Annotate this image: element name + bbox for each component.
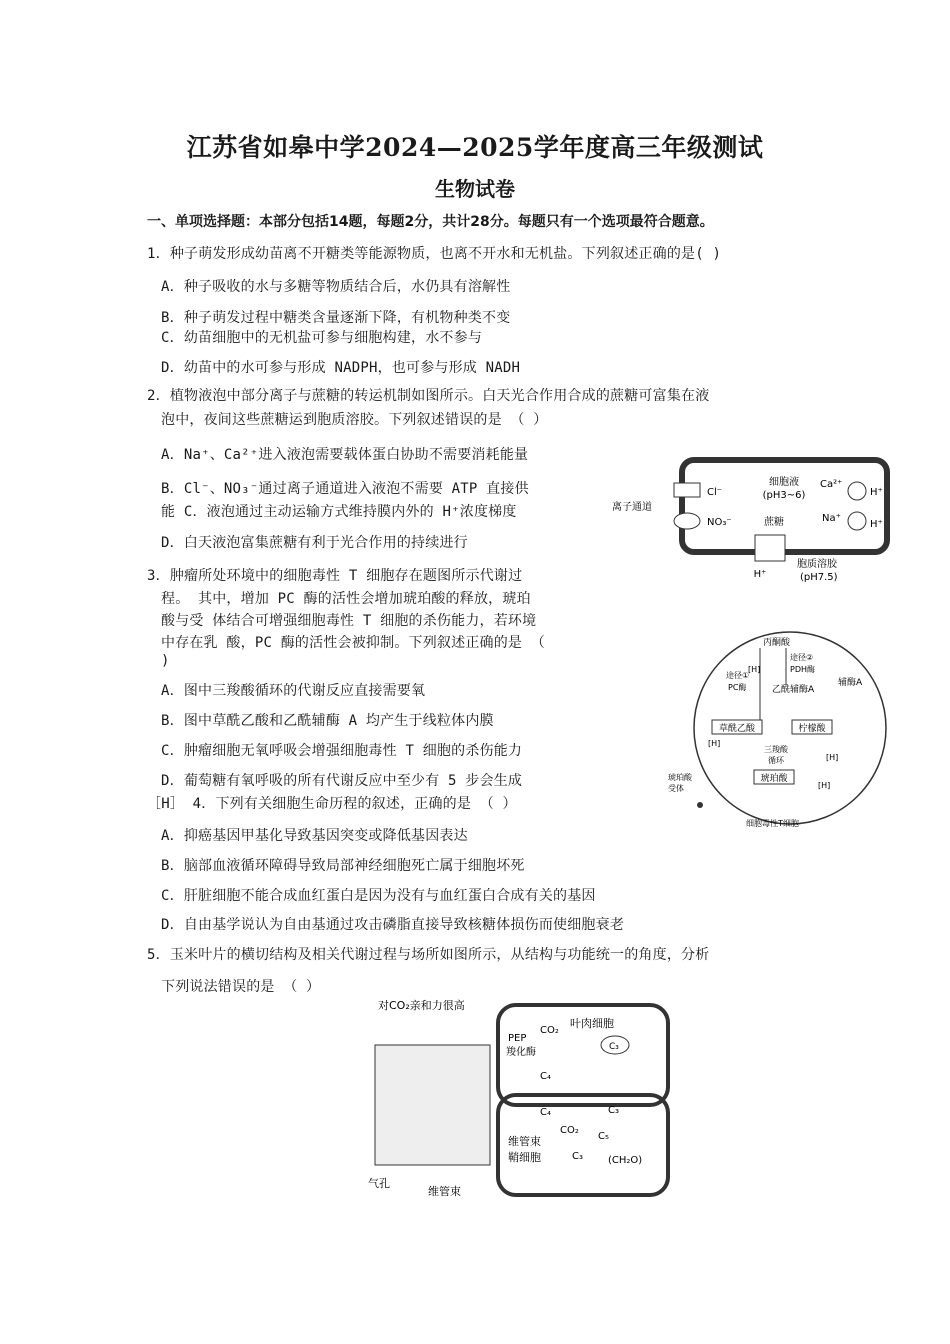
q5-stem-line1: 5．玉米叶片的横切结构及相关代谢过程与场所如图所示，从结构与功能统一的角度，分析 xyxy=(147,947,710,963)
q4-option-b: B．脑部血液循环障碍导致局部神经细胞死亡属于细胞坏死 xyxy=(161,858,525,874)
q4-option-a: A．抑癌基因甲基化导致基因突变或降低基因表达 xyxy=(161,828,468,844)
c3-cycle-label: C₃ xyxy=(572,1151,583,1162)
q3-option-c: C．肿瘤细胞无氧呼吸会增强细胞毒性 T 细胞的杀伤能力 xyxy=(161,743,523,759)
sheath-label-1: 维管束 xyxy=(508,1135,541,1148)
q4-stem: ［H］ 4．下列有关细胞生命历程的叙述，正确的是 （ ） xyxy=(147,796,517,812)
q3-stem-line3: 酸与受 体结合可增强细胞毒性 T 细胞的杀伤能力，若环境 xyxy=(161,613,537,629)
receptor-dot xyxy=(697,802,703,808)
sucrose-transporter xyxy=(755,535,785,561)
na-antiporter xyxy=(848,512,866,530)
vacuole-transport-figure xyxy=(612,455,902,585)
q4-option-d: D．自由基学说认为自由基通过攻击磷脂直接导致核糖体损伤而使细胞衰老 xyxy=(161,917,625,933)
affinity-label: 对CO₂亲和力很高 xyxy=(378,999,465,1012)
sucrose-label: 蔗糖 xyxy=(764,517,784,528)
pdh-label: PDH酶 xyxy=(790,665,815,674)
page-subtitle: 生物试卷 xyxy=(435,177,515,201)
receptor-label-2: 受体 xyxy=(668,784,684,793)
q2-option-d: D．白天液泡富集蔗糖有利于光合作用的持续进行 xyxy=(161,535,468,551)
cl-channel xyxy=(674,483,700,497)
cytosol-ph-label: (pH7.5) xyxy=(800,572,838,583)
carboxylase-label: 羧化酶 xyxy=(506,1047,536,1058)
acetyl-coa-label: 乙酰辅酶A xyxy=(772,685,815,695)
leaf-cross-section xyxy=(375,1045,490,1165)
ch2o-label: (CH₂O) xyxy=(608,1155,643,1166)
vacuole-ph-label: (pH3~6) xyxy=(762,490,806,501)
succinate-label: 琥珀酸 xyxy=(760,774,788,784)
route1-label: 途径① xyxy=(726,671,750,680)
mesophyll-label: 叶肉细胞 xyxy=(570,1017,614,1030)
h-ion-bottom-label: H⁺ xyxy=(753,569,767,580)
oaa-label: 草酰乙酸 xyxy=(718,724,756,734)
t-cell-label: 细胞毒性T细胞 xyxy=(746,819,799,828)
sheath-label-2: 鞘细胞 xyxy=(508,1151,541,1164)
vacuole-label: 细胞液 xyxy=(769,477,799,488)
q1-stem: 1．种子萌发形成幼苗离不开糖类等能源物质，也离不开水和无机盐。下列叙述正确的是( ) xyxy=(147,246,722,262)
receptor-label-1: 琥珀酸 xyxy=(668,773,692,782)
na-ion-label: Na⁺ xyxy=(822,513,841,524)
q3-stem-line4: 中存在乳 酸，PC 酶的活性会被抑制。下列叙述正确的是 （ xyxy=(161,635,545,651)
q1-option-d: D．幼苗中的水可参与形成 NADPH，也可参与形成 NADH xyxy=(161,360,521,376)
c5-label: C₅ xyxy=(598,1131,609,1142)
h-top-label: [H] xyxy=(748,665,761,674)
citrate-label: 柠檬酸 xyxy=(798,724,826,734)
q3-option-d: D．葡萄糖有氧呼吸的所有代谢反应中至少有 5 步会生成 xyxy=(161,773,523,789)
tca-cycle-figure xyxy=(668,630,896,830)
q1-option-a: A．种子吸收的水与多糖等物质结合后，水仍具有溶解性 xyxy=(161,279,511,295)
q2-stem-line2: 泡中，夜间这些蔗糖运到胞质溶胶。下列叙述错误的是 （ ） xyxy=(161,412,548,428)
h-ion-ca-label: H⁺ xyxy=(870,487,883,498)
h-ion-na-label: H⁺ xyxy=(870,519,883,530)
q2-option-a: A．Na⁺、Ca²⁺进入液泡需要载体蛋白协助不需要消耗能量 xyxy=(161,447,529,463)
q3-stem-line5: ) xyxy=(161,653,170,669)
q3-stem-line1: 3．肿瘤所处环境中的细胞毒性 T 细胞存在题图所示代谢过 xyxy=(147,568,523,584)
c4-bottom-label: C₄ xyxy=(540,1107,551,1118)
h-left-label: [H] xyxy=(708,739,721,748)
q4-option-c: C．肝脏细胞不能合成血红蛋白是因为没有与血红蛋白合成有关的基因 xyxy=(161,888,596,904)
q5-stem-line2: 下列说法错误的是 （ ） xyxy=(161,979,321,995)
tca-label-2: 循环 xyxy=(768,756,784,765)
q1-option-c: C．幼苗细胞中的无机盐可参与细胞构建，水不参与 xyxy=(161,330,483,346)
route2-label: 途径② xyxy=(790,653,814,662)
q3-option-a: A．图中三羧酸循环的代谢反应直接需要氧 xyxy=(161,683,426,699)
c3-top-label: C₃ xyxy=(609,1042,619,1052)
q1-option-b: B．种子萌发过程中糖类含量逐渐下降，有机物种类不变 xyxy=(161,310,511,326)
co2-bottom-label: CO₂ xyxy=(560,1125,579,1136)
co2-top-label: CO₂ xyxy=(540,1025,559,1036)
section-heading: 一、单项选择题：本部分包括14题，每题2分，共计28分。每题只有一个选项最符合题意。 xyxy=(147,214,714,230)
q3-option-b: B．图中草酰乙酸和乙酰辅酶 A 均产生于线粒体内膜 xyxy=(161,713,494,729)
cl-ion-label: Cl⁻ xyxy=(707,487,723,498)
no3-channel xyxy=(674,513,700,529)
ca-antiporter xyxy=(848,482,866,500)
pyruvate-label: 丙酮酸 xyxy=(763,638,791,648)
q2-stem-line1: 2．植物液泡中部分离子与蔗糖的转运机制如图所示。白天光合作用合成的蔗糖可富集在液 xyxy=(147,388,710,404)
vascular-bundle-label: 维管束 xyxy=(428,1185,461,1198)
h-right2-label: [H] xyxy=(818,781,831,790)
stoma-label: 气孔 xyxy=(368,1177,390,1190)
q2-option-b: B．Cl⁻、NO₃⁻通过离子通道进入液泡不需要 ATP 直接供 xyxy=(161,481,529,497)
c4-top-label: C₄ xyxy=(540,1071,551,1082)
h-right1-label: [H] xyxy=(826,753,839,762)
c4-leaf-figure xyxy=(360,995,675,1205)
q3-stem-line2: 程。 其中，增加 PC 酶的活性会增加琥珀酸的释放，琥珀 xyxy=(161,591,531,607)
c3-right-label: C₃ xyxy=(608,1105,619,1116)
pep-label: PEP xyxy=(508,1033,527,1044)
ion-channel-label: 离子通道 xyxy=(612,502,652,513)
no3-ion-label: NO₃⁻ xyxy=(707,517,732,528)
cytosol-label: 胞质溶胶 xyxy=(797,559,837,570)
pc-label: PC酶 xyxy=(728,683,747,692)
acetyl-coa-out-label: 辅酶A xyxy=(838,678,863,688)
q2-option-c: 能 C．液泡通过主动运输方式维持膜内外的 H⁺浓度梯度 xyxy=(161,504,517,520)
tca-label-1: 三羧酸 xyxy=(764,745,788,754)
ca-ion-label: Ca²⁺ xyxy=(820,479,843,490)
page-title: 江苏省如皋中学2024—2025学年度高三年级测试 xyxy=(186,133,764,162)
